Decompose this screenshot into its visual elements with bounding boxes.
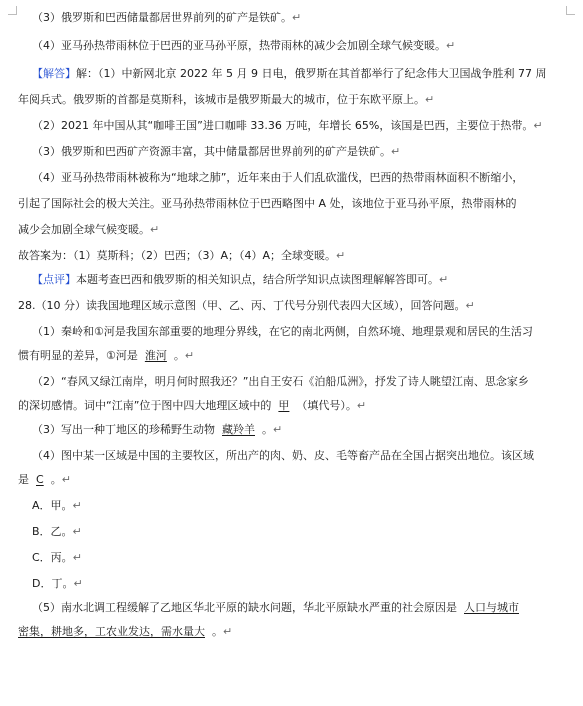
page-corner-mark bbox=[8, 6, 17, 15]
answer-blank: C bbox=[36, 473, 44, 486]
fill-blank-line: （3）写出一种丁地区的珍稀野生动物 藏羚羊 。↵ bbox=[32, 423, 283, 436]
option-b: B．乙。↵ bbox=[32, 525, 82, 538]
text-line: （1）秦岭和①河是我国东部重要的地理分界线，在它的南北两侧，自然环境、地理景观和居民的生活习 bbox=[32, 325, 533, 338]
answer-blank: 人口与城市 bbox=[464, 601, 519, 614]
fill-blank-line: 的深切感情。词中“江南”位于图中四大地理区域中的 甲 （填代号）。↵ bbox=[18, 399, 367, 412]
answer-blank: 藏羚羊 bbox=[222, 423, 255, 436]
fill-blank-line: （5）南水北调工程缓解了乙地区华北平原的缺水问题，华北平原缺水严重的社会原因是 人口与城市 bbox=[32, 601, 519, 614]
fill-blank-line: 是 C 。↵ bbox=[18, 473, 71, 486]
text-line: 减少会加剧全球气候变暖。↵ bbox=[18, 223, 160, 236]
answer-summary-line: 故答案为：（1）莫斯科；（2）巴西；（3）A；（4）A；全球变暖。↵ bbox=[18, 249, 346, 262]
option-a: A．甲。↵ bbox=[32, 499, 82, 512]
text-line: 引起了国际社会的极大关注。亚马孙热带雨林位于巴西略图中 A 处，该地位于亚马孙平原，热带雨林的 bbox=[18, 197, 517, 210]
comment-line: 【点评】本题考查巴西和俄罗斯的相关知识点，结合所学知识点读图理解解答即可。↵ bbox=[32, 273, 449, 286]
question-heading: 28.（10 分）读我国地理区域示意图（甲、乙、丙、丁代号分别代表四大区域），回答问题。↵ bbox=[18, 299, 475, 312]
text-line: 年阅兵式。俄罗斯的首都是莫斯科，该城市是俄罗斯最大的城市，位于东欧平原上。↵ bbox=[18, 93, 435, 106]
text-line: （2）2021 年中国从其“咖啡王国”进口咖啡 33.36 万吨，年增长 65%，该国是巴西，主要位于热带。↵ bbox=[32, 119, 543, 132]
answer-blank: 密集，耕地多，工农业发达，需水量大 bbox=[18, 625, 205, 638]
analysis-tag: 【解答】 bbox=[32, 67, 76, 80]
text-line: （3）俄罗斯和巴西矿产资源丰富，其中储量都居世界前列的矿产是铁矿。↵ bbox=[32, 145, 401, 158]
text-line: （4）图中某一区域是中国的主要牧区，所出产的肉、奶、皮、毛等畜产品在全国占据突出地位。该区域 bbox=[32, 449, 534, 462]
page-corner-mark bbox=[566, 6, 575, 15]
text-line: （4）亚马孙热带雨林被称为“地球之肺”，近年来由于人们乱砍滥伐，巴西的热带雨林面积不断缩小， bbox=[32, 171, 524, 184]
option-c: C．丙。↵ bbox=[32, 551, 82, 564]
analysis-line: 【解答】解：（1）中新网北京 2022 年 5 月 9 日电，俄罗斯在其首都举行了纪念伟大卫国战争胜利 77 周 bbox=[32, 67, 547, 80]
text-line: （2）“春风又绿江南岸，明月何时照我还？”出自王安石《泊船瓜洲》，抒发了诗人眺望江南、思念家乡 bbox=[32, 375, 529, 388]
fill-blank-line: 密集，耕地多，工农业发达，需水量大 。↵ bbox=[18, 625, 233, 638]
fill-blank-line: 惯有明显的差异，①河是 淮河 。↵ bbox=[18, 349, 195, 362]
option-d: D．丁。↵ bbox=[32, 577, 83, 590]
comment-tag: 【点评】 bbox=[32, 273, 76, 286]
text-line: （3）俄罗斯和巴西储量都居世界前列的矿产是铁矿。↵ bbox=[32, 11, 302, 24]
answer-blank: 淮河 bbox=[144, 349, 167, 362]
text-line: （4）亚马孙热带雨林位于巴西的亚马孙平原，热带雨林的减少会加剧全球气候变暖。↵ bbox=[32, 39, 456, 52]
answer-blank: 甲 bbox=[278, 399, 290, 412]
